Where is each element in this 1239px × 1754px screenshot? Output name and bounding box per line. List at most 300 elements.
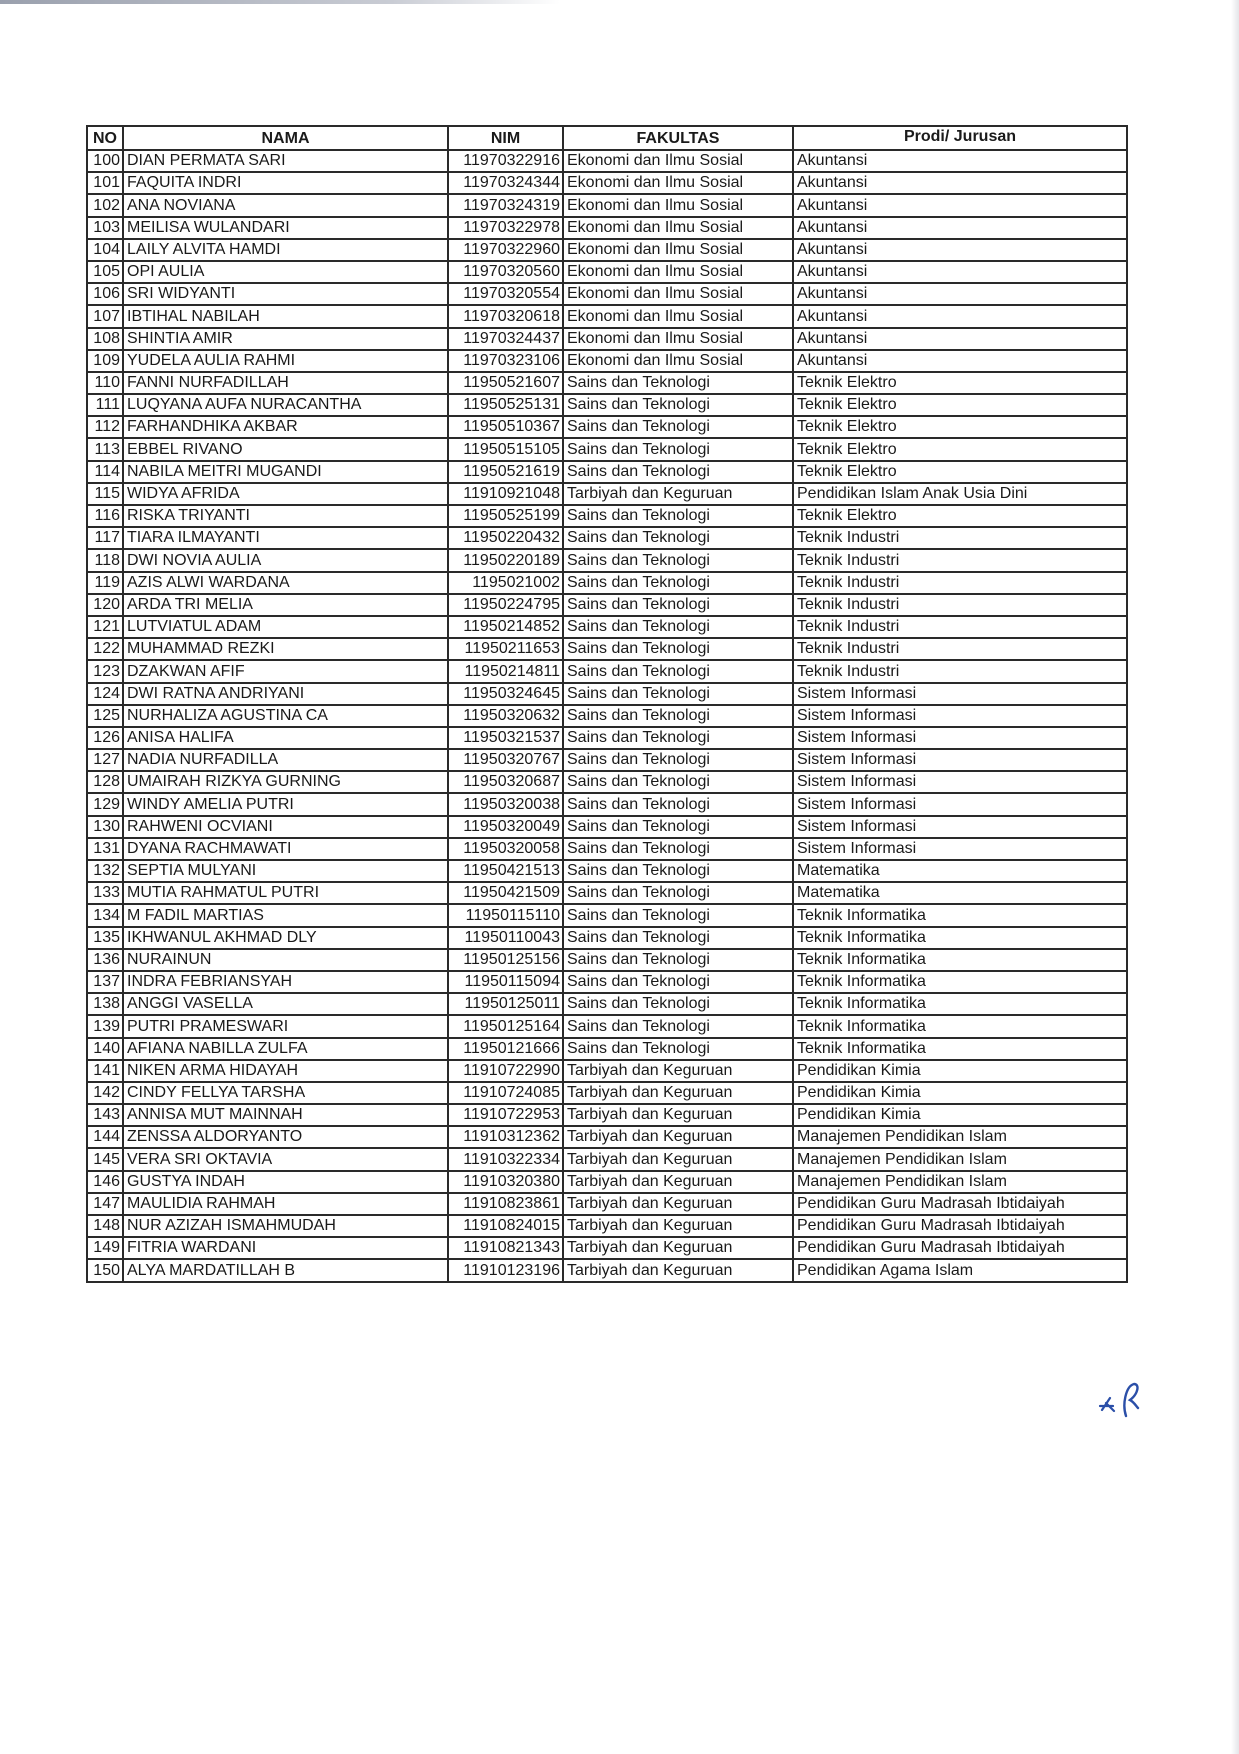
cell-no: 138 bbox=[87, 993, 123, 1015]
cell-no: 104 bbox=[87, 239, 123, 261]
cell-prodi: Akuntansi bbox=[793, 305, 1127, 327]
cell-nim: 11950321537 bbox=[448, 727, 563, 749]
table-row bbox=[87, 217, 1127, 239]
cell-prodi: Akuntansi bbox=[793, 350, 1127, 372]
cell-nama: NUR AZIZAH ISMAHMUDAH bbox=[123, 1215, 448, 1237]
cell-nama: TIARA ILMAYANTI bbox=[123, 527, 448, 549]
cell-nama: NURHALIZA AGUSTINA CA bbox=[123, 705, 448, 727]
cell-nim: 11950515105 bbox=[448, 438, 563, 460]
cell-nim: 11950224795 bbox=[448, 594, 563, 616]
cell-nama: DIAN PERMATA SARI bbox=[123, 150, 448, 172]
cell-fakultas: Sains dan Teknologi bbox=[563, 527, 793, 549]
cell-prodi: Teknik Industri bbox=[793, 549, 1127, 571]
cell-no: 113 bbox=[87, 438, 123, 460]
cell-fakultas: Sains dan Teknologi bbox=[563, 683, 793, 705]
cell-no: 145 bbox=[87, 1148, 123, 1170]
cell-no: 137 bbox=[87, 971, 123, 993]
cell-prodi: Teknik Elektro bbox=[793, 372, 1127, 394]
cell-nama: MUHAMMAD REZKI bbox=[123, 638, 448, 660]
cell-fakultas: Sains dan Teknologi bbox=[563, 638, 793, 660]
cell-nama: ANISA HALIFA bbox=[123, 727, 448, 749]
cell-no: 118 bbox=[87, 549, 123, 571]
cell-fakultas: Ekonomi dan Ilmu Sosial bbox=[563, 261, 793, 283]
cell-no: 141 bbox=[87, 1060, 123, 1082]
table-row bbox=[87, 1104, 1127, 1126]
cell-no: 142 bbox=[87, 1082, 123, 1104]
cell-no: 131 bbox=[87, 838, 123, 860]
cell-nim: 11910722990 bbox=[448, 1060, 563, 1082]
table-row bbox=[87, 328, 1127, 350]
cell-nama: ALYA MARDATILLAH B bbox=[123, 1259, 448, 1281]
cell-nama: LUTVIATUL ADAM bbox=[123, 616, 448, 638]
cell-nim: 11910123196 bbox=[448, 1259, 563, 1281]
cell-no: 101 bbox=[87, 172, 123, 194]
cell-no: 150 bbox=[87, 1259, 123, 1281]
table-row bbox=[87, 838, 1127, 860]
cell-nim: 11970322960 bbox=[448, 239, 563, 261]
cell-prodi: Manajemen Pendidikan Islam bbox=[793, 1148, 1127, 1170]
table-row bbox=[87, 394, 1127, 416]
table-row bbox=[87, 1148, 1127, 1170]
cell-nim: 11950125156 bbox=[448, 949, 563, 971]
cell-nama: SHINTIA AMIR bbox=[123, 328, 448, 350]
cell-prodi: Sistem Informasi bbox=[793, 816, 1127, 838]
cell-nim: 11910724085 bbox=[448, 1082, 563, 1104]
scan-top-edge bbox=[0, 0, 560, 4]
table-row bbox=[87, 239, 1127, 261]
cell-no: 139 bbox=[87, 1015, 123, 1037]
cell-no: 102 bbox=[87, 194, 123, 216]
cell-fakultas: Sains dan Teknologi bbox=[563, 727, 793, 749]
cell-no: 124 bbox=[87, 683, 123, 705]
cell-prodi: Teknik Elektro bbox=[793, 461, 1127, 483]
cell-no: 144 bbox=[87, 1126, 123, 1148]
cell-nim: 11950214811 bbox=[448, 660, 563, 682]
initials-stroke-1 bbox=[1100, 1398, 1114, 1411]
cell-prodi: Teknik Industri bbox=[793, 616, 1127, 638]
table-row bbox=[87, 727, 1127, 749]
cell-no: 149 bbox=[87, 1237, 123, 1259]
cell-nim: 11950320632 bbox=[448, 705, 563, 727]
cell-no: 143 bbox=[87, 1104, 123, 1126]
cell-no: 147 bbox=[87, 1193, 123, 1215]
table-row bbox=[87, 261, 1127, 283]
cell-nama: DYANA RACHMAWATI bbox=[123, 838, 448, 860]
cell-nim: 11910312362 bbox=[448, 1126, 563, 1148]
cell-fakultas: Tarbiyah dan Keguruan bbox=[563, 1082, 793, 1104]
cell-fakultas: Sains dan Teknologi bbox=[563, 549, 793, 571]
cell-prodi: Teknik Informatika bbox=[793, 904, 1127, 926]
cell-nim: 11950320058 bbox=[448, 838, 563, 860]
cell-nim: 11950521619 bbox=[448, 461, 563, 483]
cell-fakultas: Sains dan Teknologi bbox=[563, 793, 793, 815]
cell-nama: INDRA FEBRIANSYAH bbox=[123, 971, 448, 993]
cell-prodi: Teknik Informatika bbox=[793, 971, 1127, 993]
cell-nim: 11950510367 bbox=[448, 416, 563, 438]
cell-prodi: Pendidikan Kimia bbox=[793, 1082, 1127, 1104]
cell-nama: PUTRI PRAMESWARI bbox=[123, 1015, 448, 1037]
cell-no: 106 bbox=[87, 283, 123, 305]
cell-nim: 11950220432 bbox=[448, 527, 563, 549]
cell-fakultas: Sains dan Teknologi bbox=[563, 505, 793, 527]
cell-nama: ANGGI VASELLA bbox=[123, 993, 448, 1015]
cell-no: 100 bbox=[87, 150, 123, 172]
cell-nama: NURAINUN bbox=[123, 949, 448, 971]
cell-fakultas: Tarbiyah dan Keguruan bbox=[563, 1193, 793, 1215]
table-row bbox=[87, 949, 1127, 971]
cell-prodi: Matematika bbox=[793, 882, 1127, 904]
table-row bbox=[87, 1259, 1127, 1281]
cell-fakultas: Ekonomi dan Ilmu Sosial bbox=[563, 328, 793, 350]
cell-fakultas: Sains dan Teknologi bbox=[563, 771, 793, 793]
cell-prodi: Teknik Elektro bbox=[793, 505, 1127, 527]
cell-fakultas: Ekonomi dan Ilmu Sosial bbox=[563, 217, 793, 239]
cell-nim: 11950115094 bbox=[448, 971, 563, 993]
cell-fakultas: Sains dan Teknologi bbox=[563, 860, 793, 882]
table-row bbox=[87, 416, 1127, 438]
table-row bbox=[87, 882, 1127, 904]
cell-nama: ANA NOVIANA bbox=[123, 194, 448, 216]
cell-nama: FARHANDHIKA AKBAR bbox=[123, 416, 448, 438]
cell-fakultas: Sains dan Teknologi bbox=[563, 438, 793, 460]
cell-prodi: Pendidikan Islam Anak Usia Dini bbox=[793, 483, 1127, 505]
cell-no: 115 bbox=[87, 483, 123, 505]
cell-prodi: Teknik Informatika bbox=[793, 1015, 1127, 1037]
cell-nim: 11950320767 bbox=[448, 749, 563, 771]
table-row bbox=[87, 172, 1127, 194]
cell-nama: VERA SRI OKTAVIA bbox=[123, 1148, 448, 1170]
student-list-table bbox=[86, 125, 1128, 1283]
cell-nama: NABILA MEITRI MUGANDI bbox=[123, 461, 448, 483]
cell-no: 109 bbox=[87, 350, 123, 372]
cell-prodi: Teknik Elektro bbox=[793, 438, 1127, 460]
table-row bbox=[87, 372, 1127, 394]
cell-nama: AZIS ALWI WARDANA bbox=[123, 572, 448, 594]
cell-fakultas: Sains dan Teknologi bbox=[563, 1015, 793, 1037]
cell-fakultas: Ekonomi dan Ilmu Sosial bbox=[563, 305, 793, 327]
cell-nim: 11950211653 bbox=[448, 638, 563, 660]
cell-no: 148 bbox=[87, 1215, 123, 1237]
cell-fakultas: Tarbiyah dan Keguruan bbox=[563, 1060, 793, 1082]
cell-nim: 11950320687 bbox=[448, 771, 563, 793]
cell-nim: 11910322334 bbox=[448, 1148, 563, 1170]
table-body bbox=[87, 150, 1127, 1282]
cell-prodi: Akuntansi bbox=[793, 217, 1127, 239]
cell-fakultas: Tarbiyah dan Keguruan bbox=[563, 1104, 793, 1126]
cell-nim: 11970320618 bbox=[448, 305, 563, 327]
cell-nim: 11950125011 bbox=[448, 993, 563, 1015]
cell-prodi: Sistem Informasi bbox=[793, 838, 1127, 860]
cell-nama: YUDELA AULIA RAHMI bbox=[123, 350, 448, 372]
table-row bbox=[87, 771, 1127, 793]
cell-nim: 11950324645 bbox=[448, 683, 563, 705]
cell-nama: FANNI NURFADILLAH bbox=[123, 372, 448, 394]
cell-nim: 11950125164 bbox=[448, 1015, 563, 1037]
scan-right-edge bbox=[1231, 0, 1239, 1754]
cell-nama: EBBEL RIVANO bbox=[123, 438, 448, 460]
cell-nim: 11970322978 bbox=[448, 217, 563, 239]
cell-prodi: Akuntansi bbox=[793, 239, 1127, 261]
cell-no: 117 bbox=[87, 527, 123, 549]
cell-prodi: Sistem Informasi bbox=[793, 727, 1127, 749]
cell-fakultas: Ekonomi dan Ilmu Sosial bbox=[563, 150, 793, 172]
cell-no: 133 bbox=[87, 882, 123, 904]
table-row bbox=[87, 1215, 1127, 1237]
handwritten-initials bbox=[1096, 1380, 1146, 1426]
cell-prodi: Matematika bbox=[793, 860, 1127, 882]
cell-no: 126 bbox=[87, 727, 123, 749]
cell-nama: SEPTIA MULYANI bbox=[123, 860, 448, 882]
cell-prodi: Teknik Informatika bbox=[793, 927, 1127, 949]
cell-prodi: Akuntansi bbox=[793, 150, 1127, 172]
cell-prodi: Sistem Informasi bbox=[793, 749, 1127, 771]
cell-nama: M FADIL MARTIAS bbox=[123, 904, 448, 926]
cell-fakultas: Sains dan Teknologi bbox=[563, 749, 793, 771]
cell-fakultas: Tarbiyah dan Keguruan bbox=[563, 1126, 793, 1148]
cell-nim: 11910722953 bbox=[448, 1104, 563, 1126]
cell-fakultas: Ekonomi dan Ilmu Sosial bbox=[563, 194, 793, 216]
cell-nama: DWI NOVIA AULIA bbox=[123, 549, 448, 571]
cell-fakultas: Tarbiyah dan Keguruan bbox=[563, 1148, 793, 1170]
cell-nama: SRI WIDYANTI bbox=[123, 283, 448, 305]
cell-nim: 11970324437 bbox=[448, 328, 563, 350]
cell-no: 132 bbox=[87, 860, 123, 882]
cell-fakultas: Sains dan Teknologi bbox=[563, 949, 793, 971]
cell-prodi: Teknik Informatika bbox=[793, 1038, 1127, 1060]
table-row bbox=[87, 527, 1127, 549]
cell-nama: FAQUITA INDRI bbox=[123, 172, 448, 194]
cell-nim: 11950525131 bbox=[448, 394, 563, 416]
cell-no: 129 bbox=[87, 793, 123, 815]
table-row bbox=[87, 660, 1127, 682]
cell-prodi: Teknik Industri bbox=[793, 660, 1127, 682]
table-row bbox=[87, 461, 1127, 483]
cell-prodi: Sistem Informasi bbox=[793, 793, 1127, 815]
cell-nama: RAHWENI OCVIANI bbox=[123, 816, 448, 838]
cell-prodi: Pendidikan Guru Madrasah Ibtidaiyah bbox=[793, 1193, 1127, 1215]
table-row bbox=[87, 283, 1127, 305]
cell-prodi: Akuntansi bbox=[793, 172, 1127, 194]
cell-no: 114 bbox=[87, 461, 123, 483]
cell-nama: DZAKWAN AFIF bbox=[123, 660, 448, 682]
cell-nama: FITRIA WARDANI bbox=[123, 1237, 448, 1259]
cell-nama: MUTIA RAHMATUL PUTRI bbox=[123, 882, 448, 904]
cell-no: 128 bbox=[87, 771, 123, 793]
cell-prodi: Teknik Industri bbox=[793, 527, 1127, 549]
cell-no: 103 bbox=[87, 217, 123, 239]
cell-fakultas: Ekonomi dan Ilmu Sosial bbox=[563, 172, 793, 194]
cell-no: 121 bbox=[87, 616, 123, 638]
cell-fakultas: Sains dan Teknologi bbox=[563, 372, 793, 394]
cell-prodi: Pendidikan Guru Madrasah Ibtidaiyah bbox=[793, 1215, 1127, 1237]
cell-fakultas: Tarbiyah dan Keguruan bbox=[563, 1215, 793, 1237]
table-row bbox=[87, 350, 1127, 372]
cell-prodi: Sistem Informasi bbox=[793, 683, 1127, 705]
table-row bbox=[87, 194, 1127, 216]
table-row bbox=[87, 993, 1127, 1015]
cell-fakultas: Sains dan Teknologi bbox=[563, 705, 793, 727]
cell-prodi: Akuntansi bbox=[793, 261, 1127, 283]
cell-prodi: Teknik Elektro bbox=[793, 416, 1127, 438]
table-row bbox=[87, 749, 1127, 771]
cell-prodi: Teknik Elektro bbox=[793, 394, 1127, 416]
cell-nim: 11970324319 bbox=[448, 194, 563, 216]
table-row bbox=[87, 1082, 1127, 1104]
header-no: NO bbox=[87, 126, 123, 150]
table-row bbox=[87, 150, 1127, 172]
cell-prodi: Akuntansi bbox=[793, 194, 1127, 216]
cell-nim: 11950320049 bbox=[448, 816, 563, 838]
cell-prodi: Pendidikan Guru Madrasah Ibtidaiyah bbox=[793, 1237, 1127, 1259]
cell-nama: IKHWANUL AKHMAD DLY bbox=[123, 927, 448, 949]
cell-nama: OPI AULIA bbox=[123, 261, 448, 283]
table-row bbox=[87, 1193, 1127, 1215]
cell-no: 116 bbox=[87, 505, 123, 527]
table-row bbox=[87, 1171, 1127, 1193]
cell-prodi: Teknik Informatika bbox=[793, 949, 1127, 971]
cell-prodi: Pendidikan Agama Islam bbox=[793, 1259, 1127, 1281]
cell-nama: LAILY ALVITA HAMDI bbox=[123, 239, 448, 261]
cell-fakultas: Sains dan Teknologi bbox=[563, 616, 793, 638]
cell-nim: 11910823861 bbox=[448, 1193, 563, 1215]
cell-nama: WINDY AMELIA PUTRI bbox=[123, 793, 448, 815]
cell-no: 120 bbox=[87, 594, 123, 616]
cell-nama: NADIA NURFADILLA bbox=[123, 749, 448, 771]
cell-nama: DWI RATNA ANDRIYANI bbox=[123, 683, 448, 705]
table-row bbox=[87, 705, 1127, 727]
cell-fakultas: Tarbiyah dan Keguruan bbox=[563, 483, 793, 505]
cell-nama: ANNISA MUT MAINNAH bbox=[123, 1104, 448, 1126]
cell-fakultas: Sains dan Teknologi bbox=[563, 927, 793, 949]
cell-no: 112 bbox=[87, 416, 123, 438]
cell-no: 105 bbox=[87, 261, 123, 283]
cell-fakultas: Tarbiyah dan Keguruan bbox=[563, 1259, 793, 1281]
cell-fakultas: Tarbiyah dan Keguruan bbox=[563, 1171, 793, 1193]
cell-nama: MAULIDIA RAHMAH bbox=[123, 1193, 448, 1215]
cell-fakultas: Sains dan Teknologi bbox=[563, 416, 793, 438]
header-fakultas: FAKULTAS bbox=[563, 126, 793, 150]
cell-no: 146 bbox=[87, 1171, 123, 1193]
cell-nim: 11970320560 bbox=[448, 261, 563, 283]
cell-prodi: Pendidikan Kimia bbox=[793, 1060, 1127, 1082]
cell-nama: RISKA TRIYANTI bbox=[123, 505, 448, 527]
cell-nama: NIKEN ARMA HIDAYAH bbox=[123, 1060, 448, 1082]
cell-nim: 11950421513 bbox=[448, 860, 563, 882]
header-nama: NAMA bbox=[123, 126, 448, 150]
cell-prodi: Manajemen Pendidikan Islam bbox=[793, 1171, 1127, 1193]
table-row bbox=[87, 549, 1127, 571]
cell-nama: ZENSSA ALDORYANTO bbox=[123, 1126, 448, 1148]
cell-nama: IBTIHAL NABILAH bbox=[123, 305, 448, 327]
cell-no: 110 bbox=[87, 372, 123, 394]
cell-fakultas: Sains dan Teknologi bbox=[563, 993, 793, 1015]
cell-no: 119 bbox=[87, 572, 123, 594]
cell-fakultas: Sains dan Teknologi bbox=[563, 572, 793, 594]
cell-fakultas: Sains dan Teknologi bbox=[563, 971, 793, 993]
cell-nim: 11970322916 bbox=[448, 150, 563, 172]
cell-nim: 11970320554 bbox=[448, 283, 563, 305]
table-row bbox=[87, 572, 1127, 594]
cell-prodi: Teknik Informatika bbox=[793, 993, 1127, 1015]
cell-fakultas: Tarbiyah dan Keguruan bbox=[563, 1237, 793, 1259]
cell-nim: 11950521607 bbox=[448, 372, 563, 394]
cell-fakultas: Sains dan Teknologi bbox=[563, 594, 793, 616]
cell-nim: 11970324344 bbox=[448, 172, 563, 194]
table-row bbox=[87, 1060, 1127, 1082]
cell-prodi: Akuntansi bbox=[793, 328, 1127, 350]
table-row bbox=[87, 483, 1127, 505]
table-row bbox=[87, 971, 1127, 993]
cell-no: 125 bbox=[87, 705, 123, 727]
cell-fakultas: Sains dan Teknologi bbox=[563, 816, 793, 838]
initials-stroke-2 bbox=[1124, 1384, 1138, 1416]
cell-prodi: Akuntansi bbox=[793, 283, 1127, 305]
table-row bbox=[87, 683, 1127, 705]
table-row bbox=[87, 793, 1127, 815]
cell-fakultas: Sains dan Teknologi bbox=[563, 1038, 793, 1060]
cell-no: 123 bbox=[87, 660, 123, 682]
cell-nim: 11910821343 bbox=[448, 1237, 563, 1259]
cell-no: 127 bbox=[87, 749, 123, 771]
table-row bbox=[87, 505, 1127, 527]
cell-prodi: Sistem Informasi bbox=[793, 705, 1127, 727]
table-row bbox=[87, 1015, 1127, 1037]
cell-nim: 11950421509 bbox=[448, 882, 563, 904]
cell-fakultas: Ekonomi dan Ilmu Sosial bbox=[563, 283, 793, 305]
table-row bbox=[87, 1126, 1127, 1148]
table-row bbox=[87, 305, 1127, 327]
cell-nim: 11950220189 bbox=[448, 549, 563, 571]
cell-no: 136 bbox=[87, 949, 123, 971]
cell-nim: 1195021002 bbox=[448, 572, 563, 594]
cell-nama: WIDYA AFRIDA bbox=[123, 483, 448, 505]
cell-prodi: Teknik Industri bbox=[793, 638, 1127, 660]
cell-no: 135 bbox=[87, 927, 123, 949]
table-row bbox=[87, 904, 1127, 926]
table-row bbox=[87, 1237, 1127, 1259]
cell-prodi: Teknik Industri bbox=[793, 594, 1127, 616]
cell-nama: CINDY FELLYA TARSHA bbox=[123, 1082, 448, 1104]
table-row bbox=[87, 616, 1127, 638]
table-row bbox=[87, 638, 1127, 660]
cell-nama: LUQYANA AUFA NURACANTHA bbox=[123, 394, 448, 416]
cell-no: 122 bbox=[87, 638, 123, 660]
cell-nim: 11950115110 bbox=[448, 904, 563, 926]
cell-nim: 11950320038 bbox=[448, 793, 563, 815]
cell-prodi: Manajemen Pendidikan Islam bbox=[793, 1126, 1127, 1148]
cell-nim: 11950121666 bbox=[448, 1038, 563, 1060]
table-row bbox=[87, 1038, 1127, 1060]
cell-prodi: Sistem Informasi bbox=[793, 771, 1127, 793]
cell-fakultas: Ekonomi dan Ilmu Sosial bbox=[563, 239, 793, 261]
cell-prodi: Teknik Industri bbox=[793, 572, 1127, 594]
table-row bbox=[87, 927, 1127, 949]
cell-nama: UMAIRAH RIZKYA GURNING bbox=[123, 771, 448, 793]
cell-fakultas: Sains dan Teknologi bbox=[563, 882, 793, 904]
cell-nim: 11910921048 bbox=[448, 483, 563, 505]
cell-no: 108 bbox=[87, 328, 123, 350]
cell-no: 130 bbox=[87, 816, 123, 838]
cell-prodi: Pendidikan Kimia bbox=[793, 1104, 1127, 1126]
cell-nama: ARDA TRI MELIA bbox=[123, 594, 448, 616]
cell-nama: GUSTYA INDAH bbox=[123, 1171, 448, 1193]
cell-nim: 11950110043 bbox=[448, 927, 563, 949]
table-row bbox=[87, 816, 1127, 838]
cell-nim: 11910824015 bbox=[448, 1215, 563, 1237]
cell-no: 134 bbox=[87, 904, 123, 926]
cell-nama: AFIANA NABILLA ZULFA bbox=[123, 1038, 448, 1060]
cell-nim: 11910320380 bbox=[448, 1171, 563, 1193]
